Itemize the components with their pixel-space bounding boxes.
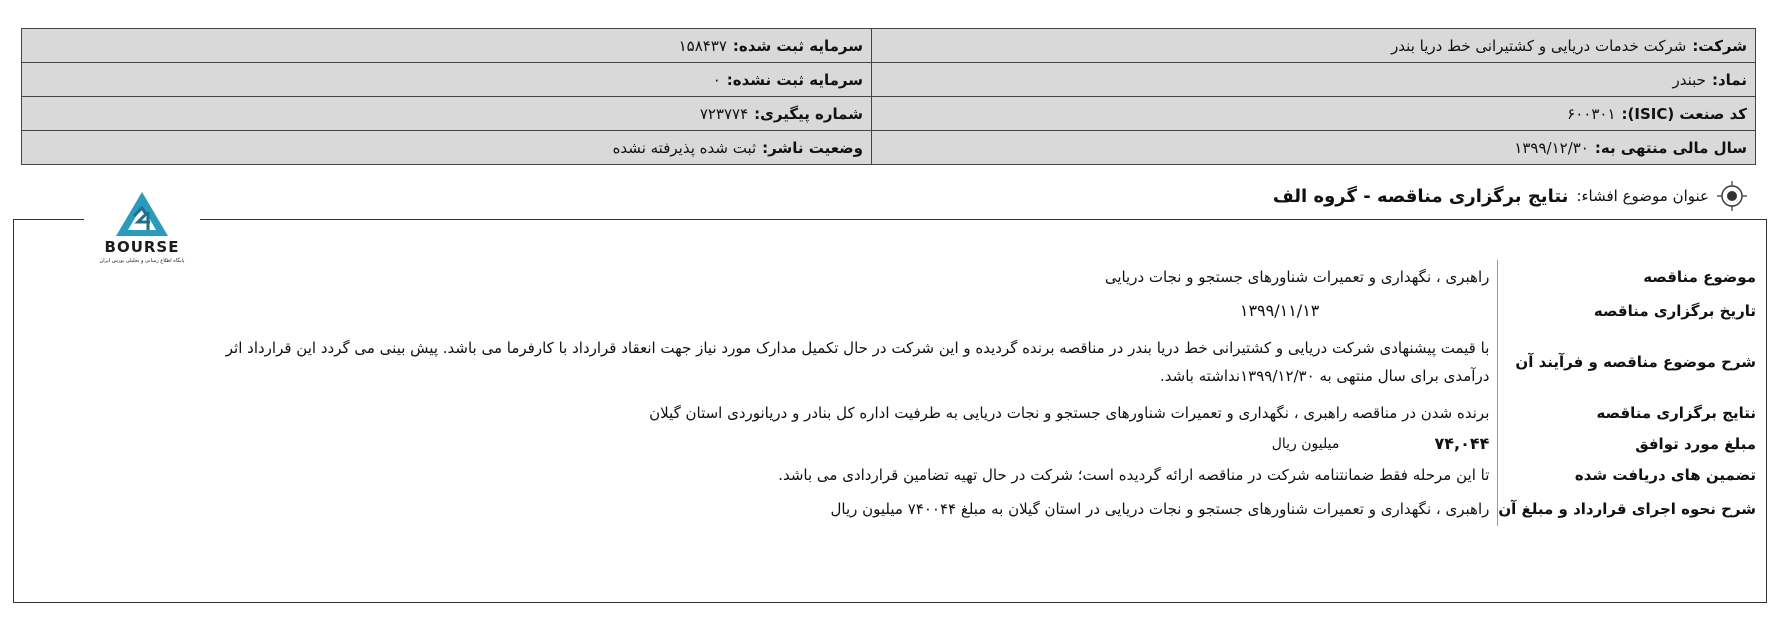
date-value: ۱۳۹۹/۱۱/۱۳: [1239, 301, 1320, 320]
topic-label: موضوع مناقصه: [1498, 260, 1766, 294]
registered-capital-label: سرمایه ثبت شده:: [732, 36, 863, 55]
industry-code-value: ۶۰۰۳۰۱: [1567, 104, 1616, 123]
tender-details-table: [199, 260, 1766, 526]
publisher-status-value: ثبت شده پذیرفته نشده: [612, 138, 757, 157]
header-row-fiscal-year: [22, 131, 1756, 165]
company-name-cell: [872, 29, 1756, 63]
subject-label: عنوان موضوع افشاء:: [1576, 187, 1709, 205]
symbol-label: نماد:: [1711, 70, 1747, 89]
results-value: برنده شدن در مناقصه راهبری ، نگهداری و تعمیرات شناورهای جستجو و نجات دریایی به طرفیت اداره کل بنادر و دریانوردی استان گیلان: [649, 404, 1490, 422]
header-row-symbol: [22, 63, 1756, 97]
registered-capital-value: ۱۵۸۴۳۷: [678, 36, 727, 55]
publisher-status-cell: [22, 131, 872, 165]
detail-row-execution: [199, 492, 1766, 526]
registered-capital-cell: [22, 29, 872, 63]
amount-unit: میلیون ریال: [1271, 436, 1340, 452]
symbol-value: حبندر: [1672, 70, 1706, 89]
bourse-logo: [84, 186, 200, 274]
disclosure-subject: [1273, 178, 1747, 214]
execution-value: راهبری ، نگهداری و تعمیرات شناورهای جستجو و نجات دریایی در استان گیلان به مبلغ ۷۴۰۰۴۴ میلیون ریال: [830, 500, 1490, 518]
topic-value: راهبری ، نگهداری و تعمیرات شناورهای جستجو و نجات دریایی: [1104, 268, 1490, 286]
symbol-cell: [872, 63, 1756, 97]
date-label: تاریخ برگزاری مناقصه: [1498, 294, 1766, 328]
fiscal-year-cell: [872, 131, 1756, 165]
date-value-cell: [199, 294, 1498, 328]
header-row-industry: [22, 97, 1756, 131]
subject-value: نتایج برگزاری مناقصه - گروه الف: [1272, 185, 1569, 207]
logo-wordmark: BOURSE: [104, 238, 180, 256]
disclosure-content-box: [13, 219, 1767, 603]
unregistered-capital-label: سرمایه ثبت نشده:: [726, 70, 863, 89]
unregistered-capital-cell: [22, 63, 872, 97]
description-value: با قیمت پیشنهادی شرکت دریایی و کشتیرانی خط دریا بندر در مناقصه برنده گردیده و این شرکت در حال تکمیل مدارک مورد نیاز جهت انعقاد قرارداد با کارفرما می باشد. پیش بینی می گردد این قرارداد اثر درآمدی برای سال منتهی به ۱۳۹۹/۱۲/۳۰نداشته باشد.: [225, 339, 1490, 385]
detail-row-date: [199, 294, 1766, 328]
amount-label: مبلغ مورد توافق: [1498, 430, 1766, 458]
industry-code-cell: [872, 97, 1756, 131]
publisher-status-label: وضعیت ناشر:: [762, 138, 863, 157]
header-row-company: [22, 29, 1756, 63]
fiscal-year-label: سال مالی منتهی به:: [1594, 138, 1747, 157]
target-icon: [1717, 181, 1747, 211]
tracking-number-value: ۷۲۳۷۷۴: [699, 104, 749, 123]
detail-row-amount: [199, 430, 1766, 458]
amount-value-cell: [199, 430, 1498, 458]
tracking-number-label: شماره پیگیری:: [754, 104, 863, 123]
results-label: نتایج برگزاری مناقصه: [1498, 396, 1766, 430]
company-name-value: شرکت خدمات دریایی و کشتیرانی خط دریا بندر: [1391, 36, 1687, 55]
description-value-cell: [199, 328, 1498, 396]
fiscal-year-value: ۱۳۹۹/۱۲/۳۰: [1514, 138, 1589, 157]
detail-row-description: [199, 328, 1766, 396]
unregistered-capital-value: ۰: [712, 70, 721, 89]
industry-code-label: کد صنعت (ISIC):: [1621, 104, 1747, 123]
company-name-label: شرکت:: [1692, 36, 1747, 55]
detail-row-topic: [199, 260, 1766, 294]
bourse-logo-mark: [84, 186, 200, 242]
tracking-number-cell: [22, 97, 872, 131]
guarantees-label: تضمین های دریافت شده: [1498, 458, 1766, 492]
guarantees-value: تا این مرحله فقط ضمانتنامه شرکت در مناقصه ارائه گردیده است؛ شرکت در حال تهیه تضامین قراردادی می باشد.: [778, 466, 1490, 484]
amount-wrap: [1272, 430, 1490, 458]
detail-row-guarantees: [199, 458, 1766, 492]
execution-label: شرح نحوه اجرای قرارداد و مبلغ آن: [1498, 492, 1766, 526]
company-info-table: [21, 28, 1756, 165]
amount-value: ۷۴,۰۴۴: [1434, 434, 1490, 453]
detail-row-results: [199, 396, 1766, 430]
logo-tagline: پایگاه اطلاع رسانی و تحلیلی بورس ایران: [99, 258, 185, 264]
description-label: شرح موضوع مناقصه و فرآیند آن: [1498, 328, 1766, 396]
